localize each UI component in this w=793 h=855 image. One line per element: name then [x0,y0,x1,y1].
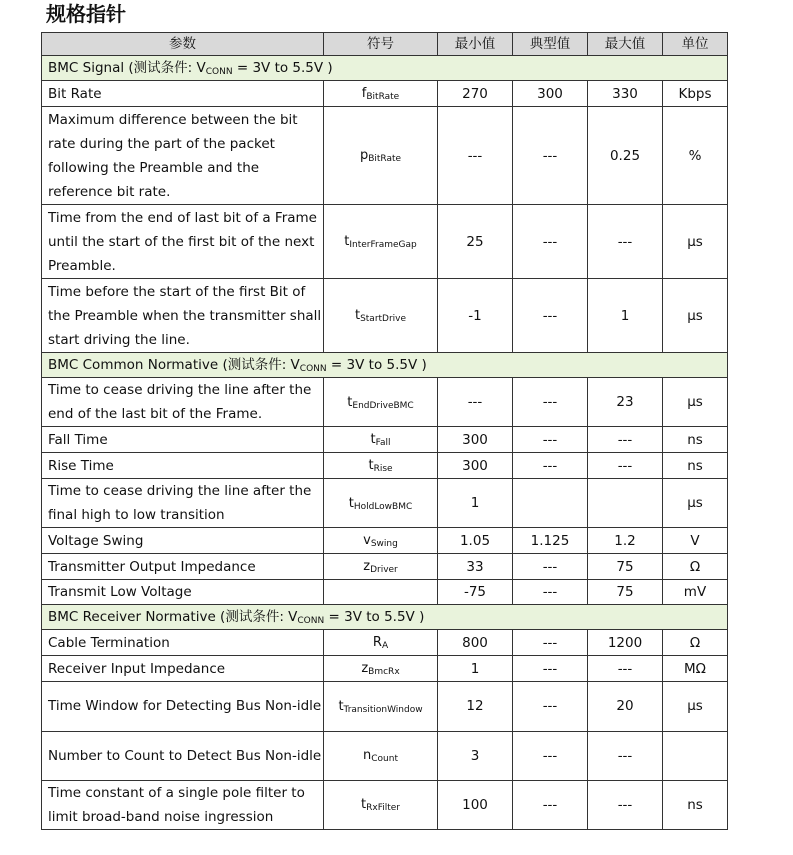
min-cell: 3 [438,731,513,780]
min-cell: 270 [438,81,513,107]
table-row [42,427,728,453]
unit-cell: Kbps [663,81,728,107]
symbol-base: t [348,495,354,511]
typ-cell: --- [513,580,588,605]
table-row [42,81,728,107]
symbol-subscript: Swing [370,539,398,550]
min-cell: -75 [438,580,513,605]
min-cell: 300 [438,427,513,453]
section-title-pre: BMC Receiver Normative (测试条件: V [48,609,298,626]
symbol-cell [324,81,438,107]
min-cell: 1.05 [438,528,513,554]
symbol-subscript: Count [371,754,398,765]
section-row [42,605,728,630]
symbol-base: t [338,698,344,714]
typ-cell: --- [513,780,588,829]
param-cell: Receiver Input Impedance [42,656,324,682]
symbol-subscript: TransitionWindow [343,704,423,715]
min-cell: 1 [438,656,513,682]
symbol-base: f [361,86,367,101]
table-row [42,580,728,605]
table-row [42,554,728,580]
symbol-cell [324,205,438,279]
unit-cell: ns [663,453,728,479]
symbol-subscript: Driver [370,565,398,576]
param-cell: Time to cease driving the line after the final high to low transition [42,479,324,528]
symbol-subscript: HoldLowBMC [353,501,413,512]
table-row [42,780,728,829]
symbol-cell [324,731,438,780]
table-row [42,731,728,780]
param-cell: Transmitter Output Impedance [42,554,324,580]
section-title [42,352,728,377]
section-title [42,605,728,630]
table-row [42,479,728,528]
symbol-subscript: BitRate [368,154,402,165]
table-row [42,656,728,682]
typ-cell: 300 [513,81,588,107]
max-cell: --- [588,731,663,780]
symbol-subscript: BitRate [366,92,400,102]
table-row [42,453,728,479]
min-cell: --- [438,107,513,205]
page-title: 规格指针 [46,2,126,26]
symbol-base: R [372,635,382,651]
unit-cell: ns [663,427,728,453]
param-cell: Voltage Swing [42,528,324,554]
max-cell: 330 [588,81,663,107]
symbol-cell [324,656,438,682]
param-cell: Maximum difference between the bit rate during the part of the packet following the Preamble and the reference bit rate. [42,107,324,205]
max-cell: --- [588,427,663,453]
symbol-subscript: StartDrive [360,314,407,325]
section-title-sub: CONN [205,67,233,77]
max-cell: 1200 [588,630,663,656]
symbol-subscript: BmcRx [368,667,400,678]
param-cell: Cable Termination [42,630,324,656]
section-title-post: = 3V to 5.5V ) [324,609,425,626]
symbol-subscript: Fall [375,438,391,449]
typ-cell: --- [513,427,588,453]
section-row [42,56,728,81]
spec-table [41,32,728,830]
symbol-cell [324,377,438,426]
symbol-subscript: RxFilter [366,803,400,814]
col-header-min: 最小值 [438,33,513,56]
symbol-subscript: Rise [373,464,393,475]
param-cell: Bit Rate [42,81,324,107]
typ-cell [513,479,588,528]
unit-cell [663,731,728,780]
min-cell: 800 [438,630,513,656]
typ-cell: --- [513,279,588,353]
section-title-post: = 3V to 5.5V ) [326,356,427,373]
col-header-unit: 单位 [663,33,728,56]
section-row [42,352,728,377]
section-title-pre: BMC Common Normative (测试条件: V [48,356,300,373]
typ-cell: --- [513,630,588,656]
param-cell: Time constant of a single pole filter to limit broad-band noise ingression [42,780,324,829]
symbol-base: v [363,533,371,549]
unit-cell: V [663,528,728,554]
min-cell: 100 [438,780,513,829]
unit-cell: μs [663,205,728,279]
symbol-cell [324,427,438,453]
symbol-base: z [363,559,371,575]
section-title [42,56,728,81]
max-cell [588,479,663,528]
col-header-symbol: 符号 [324,33,438,56]
typ-cell: --- [513,554,588,580]
typ-cell: --- [513,107,588,205]
table-row [42,630,728,656]
typ-cell: --- [513,377,588,426]
unit-cell: μs [663,377,728,426]
section-title-post: = 3V to 5.5V ) [232,60,333,76]
symbol-base: t [361,797,367,813]
table-row [42,682,728,731]
symbol-base: t [368,458,374,474]
section-title-sub: CONN [299,363,327,374]
symbol-cell [324,453,438,479]
param-cell: Time before the start of the first Bit of the Preamble when the transmitter shall start driving the line. [42,279,324,353]
symbol-cell [324,479,438,528]
symbol-base: t [347,394,353,410]
param-cell: Rise Time [42,453,324,479]
col-header-param: 参数 [42,33,324,56]
symbol-base: t [354,308,361,324]
symbol-cell [324,279,438,353]
param-cell: Transmit Low Voltage [42,580,324,605]
unit-cell: Ω [663,554,728,580]
min-cell: 33 [438,554,513,580]
max-cell: 0.25 [588,107,663,205]
symbol-cell [324,554,438,580]
symbol-base: n [363,748,372,764]
col-header-typ: 典型值 [513,33,588,56]
table-row [42,279,728,353]
header-row [42,33,728,56]
unit-cell: % [663,107,728,205]
unit-cell: μs [663,479,728,528]
section-title-pre: BMC Signal (测试条件: V [48,60,206,76]
max-cell: --- [588,780,663,829]
col-header-max: 最大值 [588,33,663,56]
symbol-cell [324,580,438,605]
min-cell: 25 [438,205,513,279]
min-cell: 300 [438,453,513,479]
symbol-cell [324,780,438,829]
section-title-sub: CONN [297,616,325,627]
unit-cell: ns [663,780,728,829]
symbol-subscript: InterFrameGap [349,240,417,251]
table-row [42,205,728,279]
table-row [42,528,728,554]
unit-cell: μs [663,682,728,731]
typ-cell: --- [513,656,588,682]
param-cell: Number to Count to Detect Bus Non-idle [42,731,324,780]
table-row [42,377,728,426]
symbol-subscript: EndDriveBMC [352,400,414,411]
max-cell: 75 [588,580,663,605]
max-cell: --- [588,205,663,279]
max-cell: 75 [588,554,663,580]
param-cell: Time to cease driving the line after the end of the last bit of the Frame. [42,377,324,426]
symbol-base: t [370,432,376,448]
symbol-cell [324,528,438,554]
param-cell: Fall Time [42,427,324,453]
unit-cell: MΩ [663,656,728,682]
max-cell: --- [588,453,663,479]
param-cell: Time Window for Detecting Bus Non-idle [42,682,324,731]
symbol-subscript: A [381,641,389,652]
unit-cell: Ω [663,630,728,656]
symbol-cell [324,630,438,656]
symbol-base: t [344,234,350,250]
typ-cell: --- [513,453,588,479]
max-cell: 1.2 [588,528,663,554]
max-cell: --- [588,656,663,682]
max-cell: 1 [588,279,663,353]
min-cell: 1 [438,479,513,528]
symbol-base: z [361,661,369,677]
unit-cell: μs [663,279,728,353]
max-cell: 20 [588,682,663,731]
typ-cell: --- [513,205,588,279]
symbol-base: p [359,148,369,164]
min-cell: 12 [438,682,513,731]
symbol-cell [324,107,438,205]
min-cell: --- [438,377,513,426]
typ-cell: --- [513,682,588,731]
symbol-cell [324,682,438,731]
typ-cell: 1.125 [513,528,588,554]
typ-cell: --- [513,731,588,780]
table-row [42,107,728,205]
param-cell: Time from the end of last bit of a Frame until the start of the first bit of the next Preamble. [42,205,324,279]
min-cell: -1 [438,279,513,353]
unit-cell: mV [663,580,728,605]
max-cell: 23 [588,377,663,426]
